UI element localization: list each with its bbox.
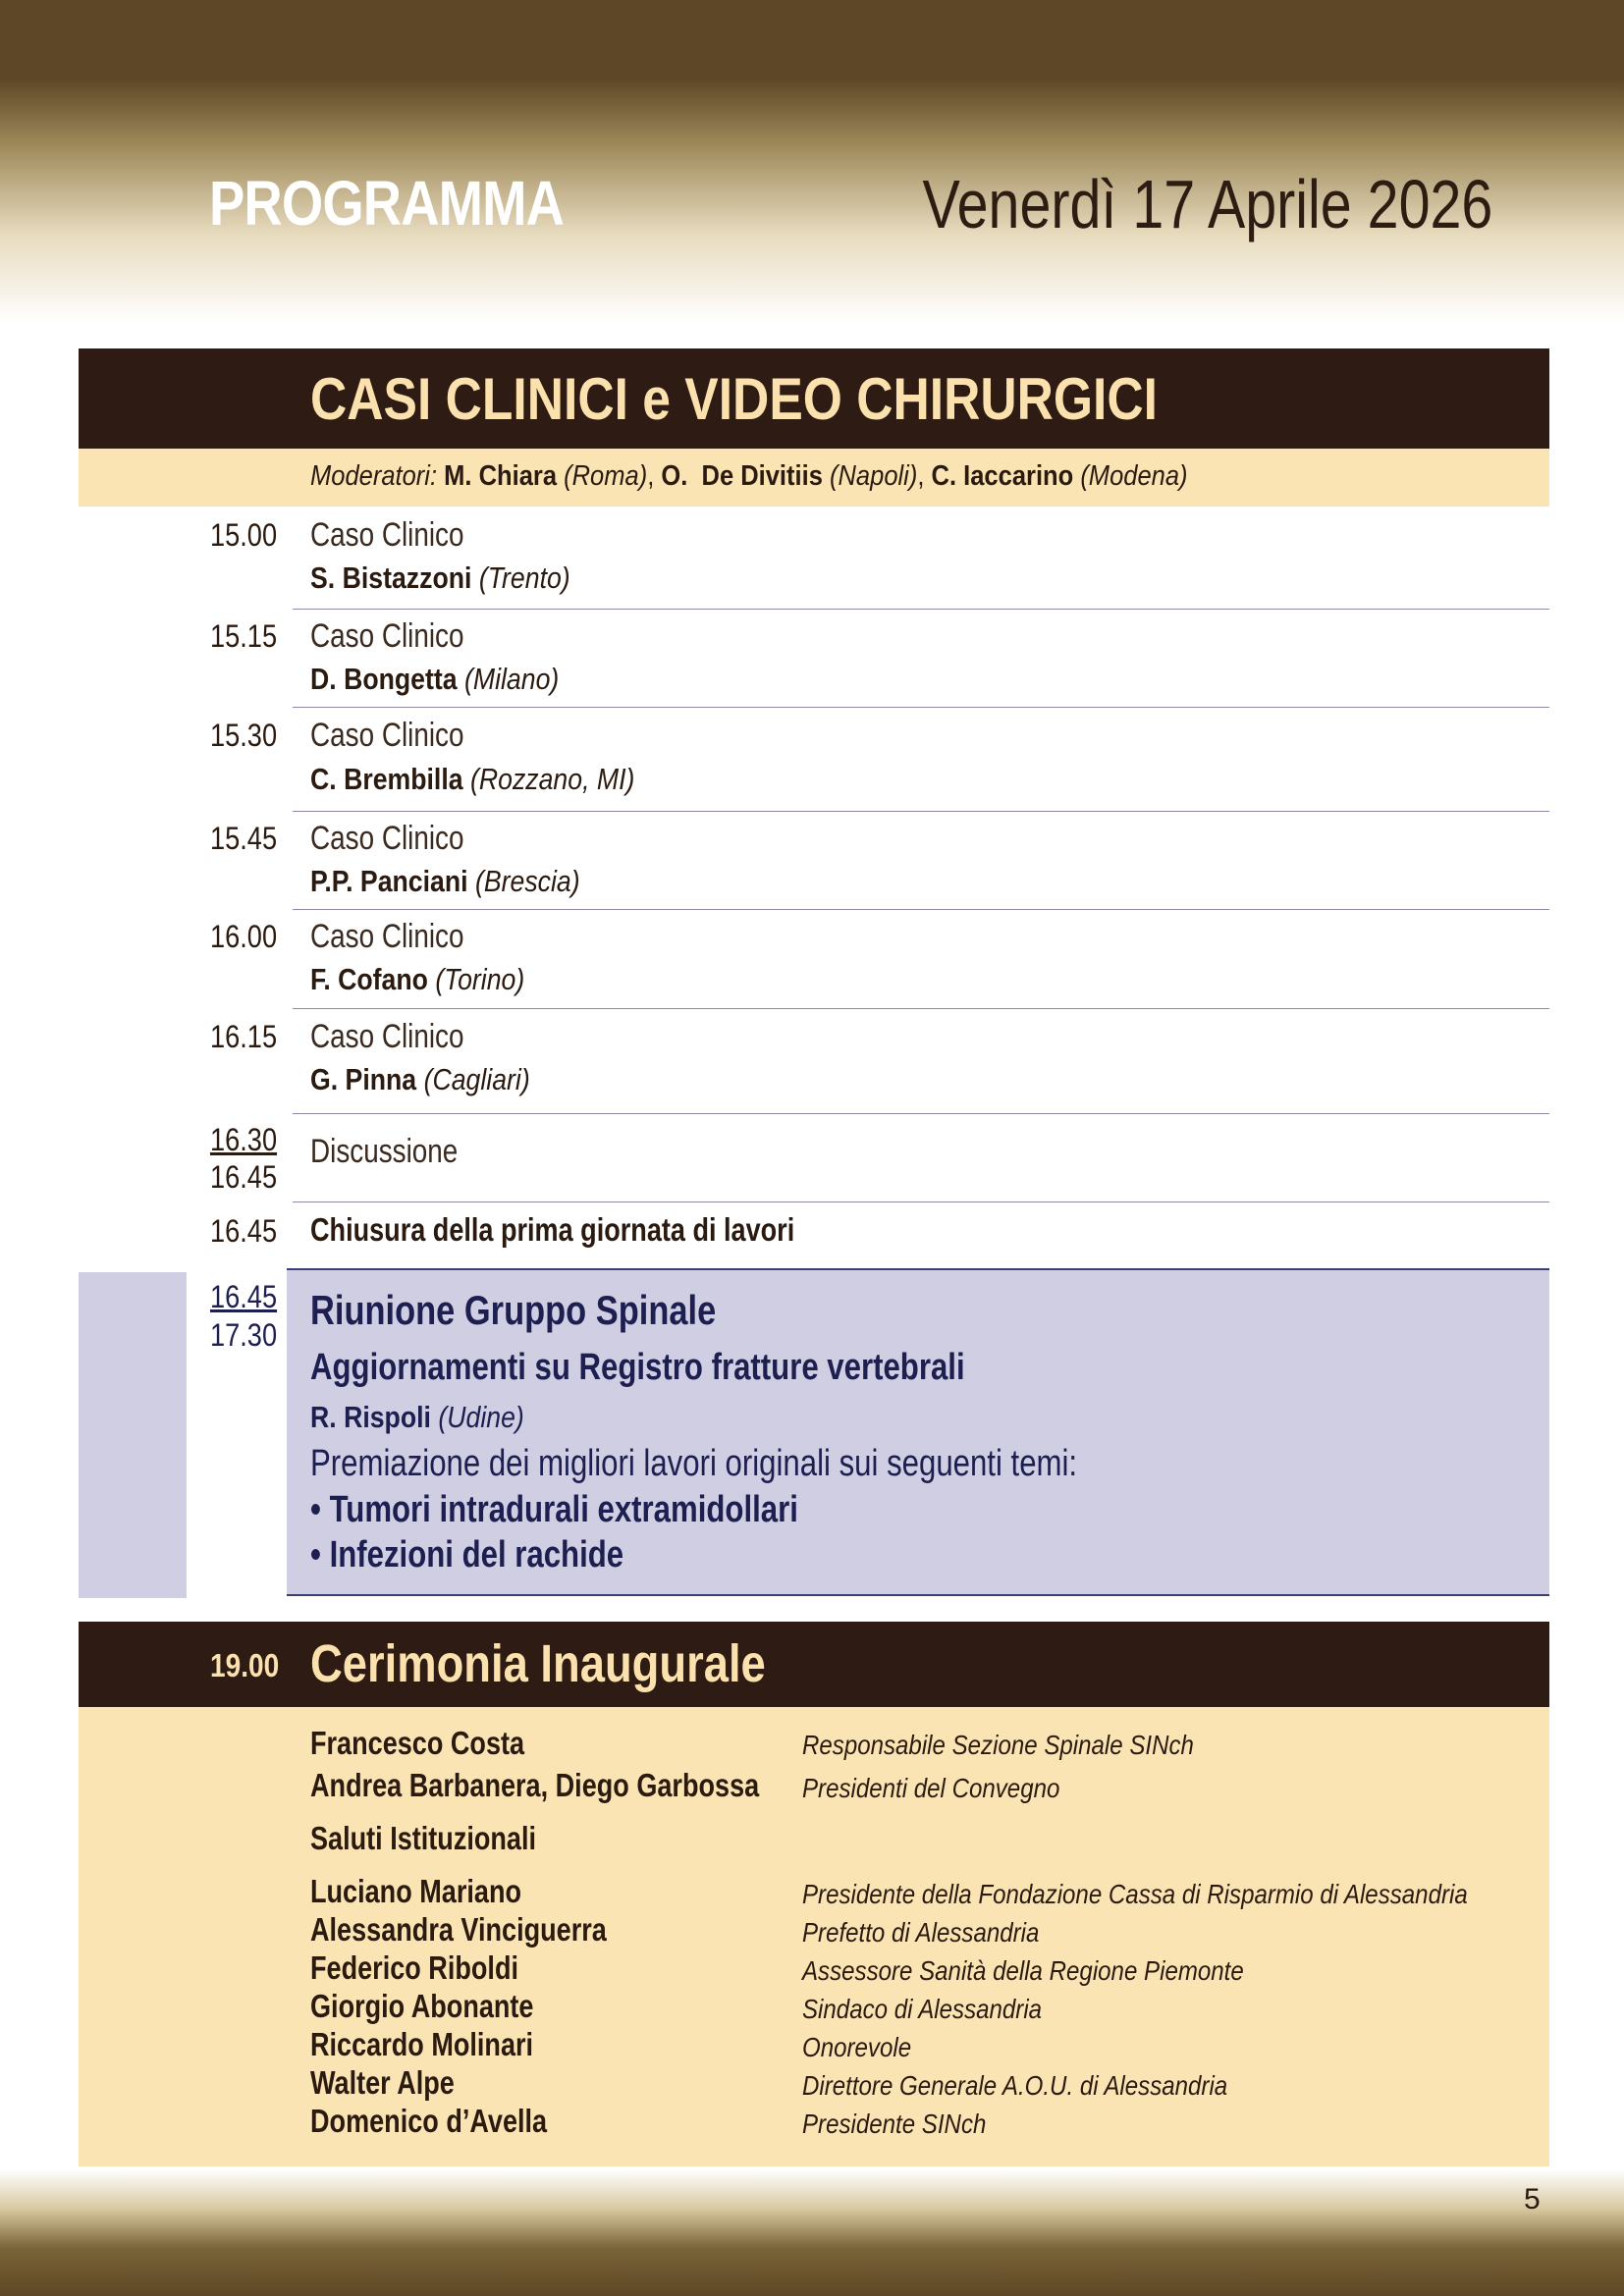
discussion-label: Discussione [310,1133,459,1170]
spinal-speaker [310,1400,524,1435]
speaker-city: (Trento) [478,561,570,595]
row-divider [293,1113,1549,1114]
row-divider [293,1008,1549,1009]
greeter-name: Domenico d’Avella [310,2103,548,2139]
speaker-city: (Milano) [464,662,560,696]
host-name: Francesco Costa [310,1725,525,1761]
moderator-sep: , [647,460,655,492]
moderator-name: O. De Divitiis [661,460,823,492]
greeter-name: Alessandra Vinciguerra [310,1911,607,1948]
talk-kind: Caso Clinico [310,918,464,955]
moderator-name: C. Iaccarino [931,460,1074,492]
row-divider [293,707,1549,708]
speaker-name: R. Rispoli [310,1400,431,1434]
talk-time: 15.30 [210,718,278,753]
talk-speaker [310,864,580,899]
page-title: PROGRAMMA [209,168,565,239]
host-name: Andrea Barbanera, Diego Garbossa [310,1767,760,1803]
talk-speaker [310,1062,530,1097]
awards-intro: Premiazione dei migliori lavori originali sui seguenti temi: [310,1443,1078,1484]
event-date: Venerdì 17 Aprile 2026 [922,166,1492,242]
talk-speaker [310,662,559,697]
talk-kind: Caso Clinico [310,516,464,554]
spinal-title: Riunione Gruppo Spinale [310,1287,717,1333]
award-topic: • Tumori intradurali extramidollari [310,1489,798,1530]
row-divider [293,609,1549,610]
moderators-label: Moderatori: [310,460,438,492]
moderators-line [310,460,1188,493]
speaker-city: (Rozzano, MI) [469,762,635,796]
speaker-city: (Udine) [438,1400,524,1434]
greetings-title: Saluti Istituzionali [310,1820,537,1856]
session-title: CASI CLINICI e VIDEO CHIRURGICI [310,366,1158,432]
footer-band [0,2169,1624,2296]
greeter-role: Prefetto di Alessandria [802,1917,1040,1948]
session-header [79,348,1549,449]
spinal-end-time: 17.30 [210,1317,278,1353]
talk-speaker [310,762,634,797]
talk-speaker [310,962,524,997]
moderator-sep: , [917,460,925,492]
talk-time: 15.00 [210,517,278,553]
greeter-role: Presidente SINch [802,2109,987,2139]
greeter-role: Assessore Sanità della Regione Piemonte [802,1955,1244,1986]
talk-time: 16.15 [210,1019,278,1054]
moderators-bar [79,449,1549,507]
speaker-name: S. Bistazzoni [310,561,472,595]
host-role: Responsabile Sezione Spinale SINch [802,1730,1194,1760]
page-number: 5 [1524,2183,1541,2216]
spinal-subtitle: Aggiornamenti su Registro fratture vertebrali [310,1347,965,1388]
spinal-start-time: 16.45 [210,1279,278,1314]
header-band [0,0,1624,324]
greeter-name: Giorgio Abonante [310,1988,534,2024]
discussion-start-time: 16.30 [210,1122,278,1157]
moderator-city: (Modena) [1080,460,1188,492]
greeter-role: Presidente della Fondazione Cassa di Risparmio di Alessandria [802,1879,1468,1909]
moderator-city: (Roma) [564,460,648,492]
talk-time: 15.15 [210,618,278,654]
speaker-city: (Torino) [435,962,525,996]
greeter-name: Federico Riboldi [310,1949,518,1986]
speaker-city: (Cagliari) [423,1062,530,1096]
greeter-role: Onorevole [802,2032,912,2062]
closing-label: Chiusura della prima giornata di lavori [310,1211,795,1248]
host-role: Presidenti del Convegno [802,1773,1060,1803]
talk-speaker [310,561,570,596]
greeter-role: Sindaco di Alessandria [802,1994,1043,2024]
greeter-name: Luciano Mariano [310,1873,522,1909]
talk-kind: Caso Clinico [310,717,464,754]
greeter-role: Direttore Generale A.O.U. di Alessandria [802,2070,1228,2101]
moderator-name: M. Chiara [444,460,558,492]
talk-time: 16.00 [210,919,278,954]
talk-time: 15.45 [210,821,278,856]
talk-kind: Caso Clinico [310,820,464,857]
row-divider [293,1201,1549,1202]
greeter-name: Walter Alpe [310,2064,455,2101]
speaker-name: G. Pinna [310,1062,417,1096]
speaker-city: (Brescia) [474,864,580,898]
speaker-name: D. Bongetta [310,662,458,696]
talk-kind: Caso Clinico [310,1018,464,1055]
speaker-name: F. Cofano [310,962,428,996]
award-topic: • Infezioni del rachide [310,1534,624,1575]
talk-kind: Caso Clinico [310,617,464,655]
greeter-name: Riccardo Molinari [310,2026,534,2062]
ceremony-time: 19.00 [210,1647,280,1683]
discussion-end-time: 16.45 [210,1159,278,1195]
speaker-name: P.P. Panciani [310,864,468,898]
spinal-side-bar [79,1272,187,1598]
moderator-city: (Napoli) [830,460,918,492]
closing-time: 16.45 [210,1213,278,1249]
row-divider [293,811,1549,812]
ceremony-header [79,1622,1549,1707]
row-divider [293,909,1549,910]
speaker-name: C. Brembilla [310,762,463,796]
ceremony-title: Cerimonia Inaugurale [310,1634,766,1693]
